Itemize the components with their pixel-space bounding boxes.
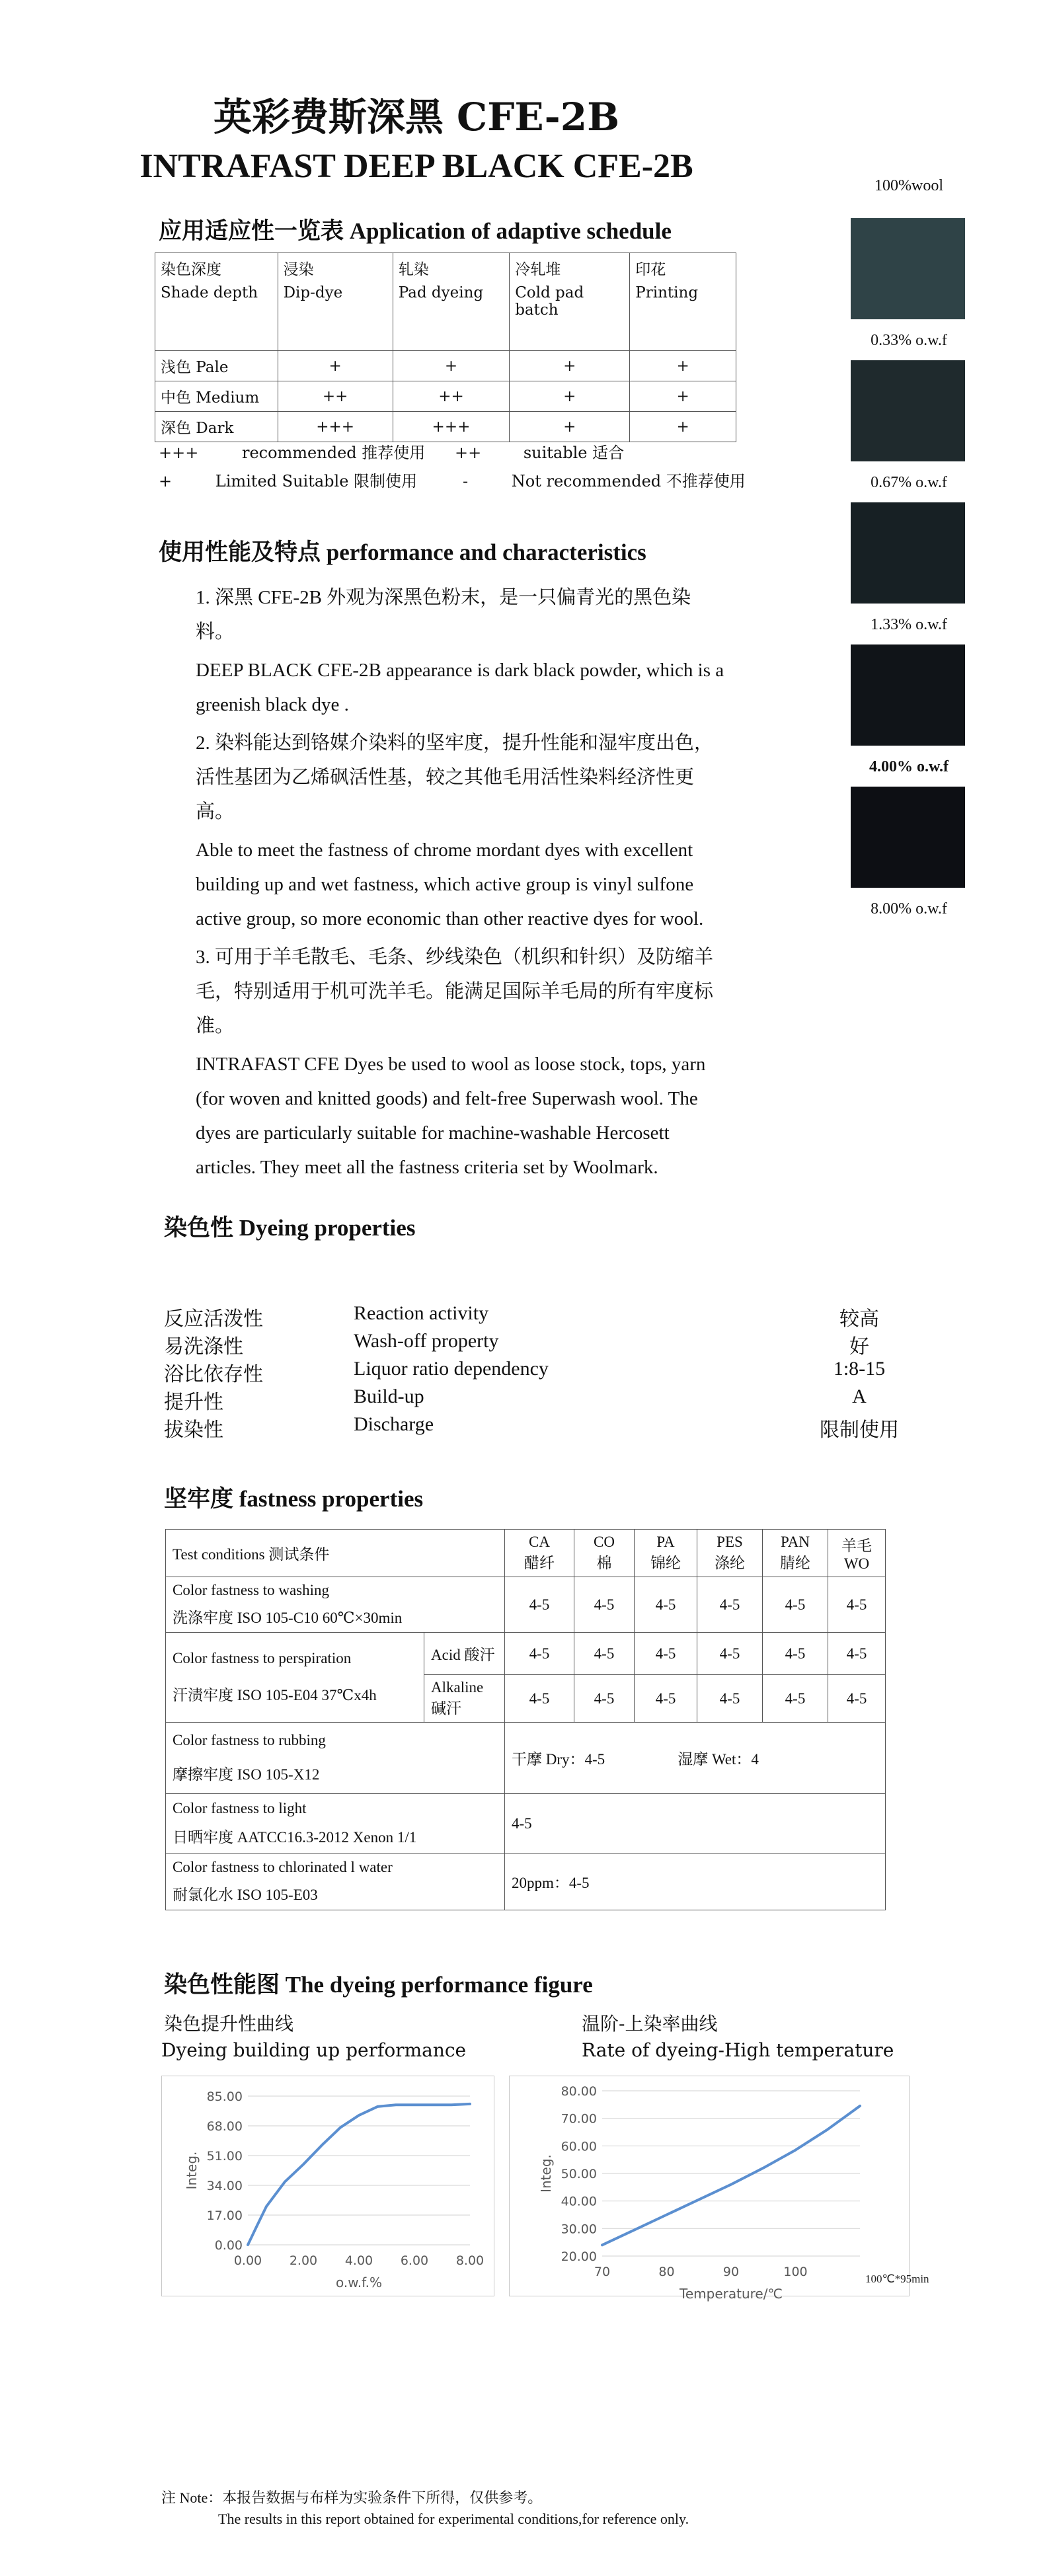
table-row: 深色 Dark +++ +++ + + <box>155 412 736 442</box>
table-row: 中色 Medium ++ ++ + + <box>155 381 736 412</box>
y-axis-label: Integ. <box>538 2154 554 2193</box>
x-axis-label: Temperature/℃ <box>680 2286 783 2302</box>
dyeing-property-val: 限制使用 <box>820 1419 899 1441</box>
left-chart-title-en: Dyeing building up performance <box>161 2039 467 2061</box>
color-swatch <box>851 360 965 461</box>
swatch-label: 0.33% o.w.f <box>871 332 947 349</box>
dyeing-property-val: 较高 <box>839 1308 879 1330</box>
x-tick-label: 4.00 <box>344 2253 373 2268</box>
series-line <box>248 2104 470 2245</box>
dyeing-property-cn: 易洗涤性 <box>164 1336 243 1358</box>
y-tick-label: 68.00 <box>206 2119 243 2134</box>
table-row: Color fastness to light 日晒牢度 AATCC16.3-2012 Xenon 1/1 4-5 <box>166 1794 886 1854</box>
y-tick-label: 34.00 <box>206 2179 243 2193</box>
right-chart-title-en: Rate of dyeing-High temperature <box>582 2039 894 2061</box>
dyeing-property-val: A <box>852 1386 867 1407</box>
footer-note-cn: 注 Note：本报告数据与布样为实验条件下所得，仅供参考。 <box>161 2489 543 2506</box>
col-dip-dye: 浸染 Dip-dye <box>278 253 393 351</box>
swatch-label: 8.00% o.w.f <box>871 900 947 917</box>
figures-heading: 染色性能图 The dyeing performance figure <box>164 1972 593 1998</box>
x-tick-label: 100 <box>783 2265 808 2279</box>
y-tick-label: 85.00 <box>206 2089 243 2104</box>
dyeing-property-en: Reaction activity <box>354 1302 489 1324</box>
col-printing: 印花 Printing <box>630 253 736 351</box>
table-row: Alkaline 碱汗 4-5 4-5 4-5 4-5 4-5 4-5 <box>166 1675 886 1723</box>
dyeing-property-en: Discharge <box>354 1413 434 1435</box>
dyeing-property-en: Build-up <box>354 1386 424 1407</box>
color-swatch <box>851 787 965 888</box>
swatch-label: 1.33% o.w.f <box>871 616 947 633</box>
x-tick-label: 8.00 <box>455 2253 485 2268</box>
table-row: Color fastness to chlorinated l water 耐氯化水 ISO 105-E03 20ppm：4-5 <box>166 1854 886 1910</box>
col-cold-pad-batch: 冷轧堆 Cold pad batch <box>510 253 630 351</box>
legend-suitable: ++ suitable 适合 <box>455 444 625 462</box>
legend-limited: + Limited Suitable 限制使用 <box>159 472 418 490</box>
performance-text: 1. 深黑 CFE-2B 外观为深黑色粉末，是一只偏青光的黑色染料。 DEEP BLACK CFE-2B appearance is dark black powder, which is a greenish black dye . 2. 染料能达到铬媒介染料的坚牢度，提升性能和湿牢度出色，活性基团为乙烯砜活性基，较之其他毛用活性染料经济性更高。 Able to meet the fastness of chrome mordant dyes with excellent building up and wet fastness, which active group is vinyl sulfone active group, so more economic than other reactive dyes for wool. 3. 可用于羊毛散毛、毛条、纱线染色（机织和针织）及防缩羊毛，特别适用于机可洗羊毛。能满足国际羊毛局的所有牢度标准。 INTRAFAST CFE Dyes be used to wool as loose stock, tops, yarn (for woven and knitted goods) and felt-free Superwash wool. The dyes are particularly suitable for machine-washable Hercosett articles. They meet all the fastness criteria set by Woolmark. <box>196 587 724 1178</box>
x-tick-label: 90 <box>722 2265 740 2279</box>
dyeing-property-cn: 提升性 <box>164 1391 223 1413</box>
application-heading: 应用适应性一览表 Application of adaptive schedule <box>159 218 672 244</box>
swatch-label: 0.67% o.w.f <box>871 474 947 491</box>
performance-heading: 使用性能及特点 performance and characteristics <box>159 539 646 565</box>
x-tick-label: 6.00 <box>400 2253 429 2268</box>
x-tick-label: 80 <box>658 2265 675 2279</box>
right-chart-title-cn: 温阶-上染率曲线 <box>582 2013 718 2035</box>
table-row: Color fastness to perspiration 汗渍牢度 ISO 105-E04 37℃x4h Acid 酸汗 4-5 4-5 4-5 4-5 4-5 4-5 <box>166 1633 886 1675</box>
table-row: Color fastness to washing 洗涤牢度 ISO 105-C10 60℃×30min 4-5 4-5 4-5 4-5 4-5 4-5 <box>166 1577 886 1633</box>
series-line <box>602 2106 860 2245</box>
dyeing-property-cn: 浴比依存性 <box>164 1364 263 1386</box>
title-english: INTRAFAST DEEP BLACK CFE-2B <box>139 147 693 185</box>
dyeing-property-val: 1:8-15 <box>833 1358 886 1380</box>
fastness-table: Test conditions 测试条件 CA 醋纤 CO 棉 PA 锦纶 PES 涤纶 PAN 腈纶 羊毛 WO Color fastness to washing 洗涤牢度 ISO 105-C10 60℃×30min 4-5 4-5 4-5 4-5 4-5 4-5 Color fastness to perspiration 汗渍牢度 ISO 105-E04 37℃x4h Acid 酸汗 4-5 4-5 4-5 4-5 4-5 4-5 Alkaline 碱汗 4-5 4-5 4-5 4-5 4-5 4-5 Color fastness to rubbing 摩擦牢度 ISO 105-X12 干摩 Dry：4-5 湿摩 Wet：4 Color fastness to light 日晒牢度 AATCC16.3-2012 Xenon 1/1 4-5 Color fastness to chlorinated l water 耐氯化水 ISO 105-E03 20ppm：4-5 <box>165 1529 886 1910</box>
table-row: 浅色 Pale + + + + <box>155 351 736 381</box>
temperature-chart <box>509 2076 929 2302</box>
y-tick-label: 70.00 <box>561 2111 597 2127</box>
y-tick-label: 50.00 <box>561 2167 597 2181</box>
y-tick-label: 30.00 <box>561 2222 597 2237</box>
y-tick-label: 51.00 <box>206 2149 243 2164</box>
swatch-heading: 100%wool <box>874 177 943 194</box>
color-swatch <box>851 502 965 604</box>
dyeing-property-en: Liquor ratio dependency <box>354 1358 549 1380</box>
color-swatch <box>851 218 965 319</box>
swatch-label: 4.00% o.w.f <box>869 758 949 775</box>
y-tick-label: 60.00 <box>561 2139 597 2154</box>
y-tick-label: 0.00 <box>214 2238 243 2253</box>
temperature-chart-svg <box>510 2076 929 2302</box>
fastness-heading: 坚牢度 fastness properties <box>164 1486 424 1512</box>
dyeing-property-val: 好 <box>849 1336 869 1358</box>
buildup-chart-svg <box>162 2076 494 2296</box>
y-axis-label: Integ. <box>184 2151 200 2190</box>
legend-not-recommended: - Not recommended 不推荐使用 <box>463 472 746 490</box>
color-swatch <box>851 644 965 746</box>
col-pad-dyeing: 轧染 Pad dyeing <box>393 253 509 351</box>
y-tick-label: 20.00 <box>561 2249 597 2264</box>
application-table <box>155 253 736 442</box>
table-row: Color fastness to rubbing 摩擦牢度 ISO 105-X12 干摩 Dry：4-5 湿摩 Wet：4 <box>166 1723 886 1794</box>
legend-recommended: +++ recommended 推荐使用 <box>159 444 426 462</box>
chart-annotation: 100℃*95min <box>865 2273 929 2285</box>
col-shade-depth: 染色深度 Shade depth <box>155 253 278 351</box>
y-tick-label: 40.00 <box>561 2194 597 2209</box>
y-tick-label: 80.00 <box>561 2084 597 2099</box>
x-tick-label: 2.00 <box>289 2253 318 2268</box>
buildup-chart <box>161 2076 494 2296</box>
x-tick-label: 0.00 <box>233 2253 262 2268</box>
y-tick-label: 17.00 <box>206 2208 243 2223</box>
dyeing-property-en: Wash-off property <box>354 1330 499 1352</box>
dyeing-property-cn: 拔染性 <box>164 1419 223 1441</box>
footer-note-en: The results in this report obtained for experimental conditions,for reference only. <box>218 2511 689 2527</box>
x-tick-label: 70 <box>594 2265 611 2279</box>
dyeing-property-cn: 反应活泼性 <box>164 1308 263 1330</box>
title-chinese: 英彩费斯深黑 CFE-2B <box>213 95 620 139</box>
dyeing-heading: 染色性 Dyeing properties <box>164 1215 416 1241</box>
x-axis-label: o.w.f.% <box>335 2275 383 2290</box>
left-chart-title-cn: 染色提升性曲线 <box>164 2013 294 2035</box>
